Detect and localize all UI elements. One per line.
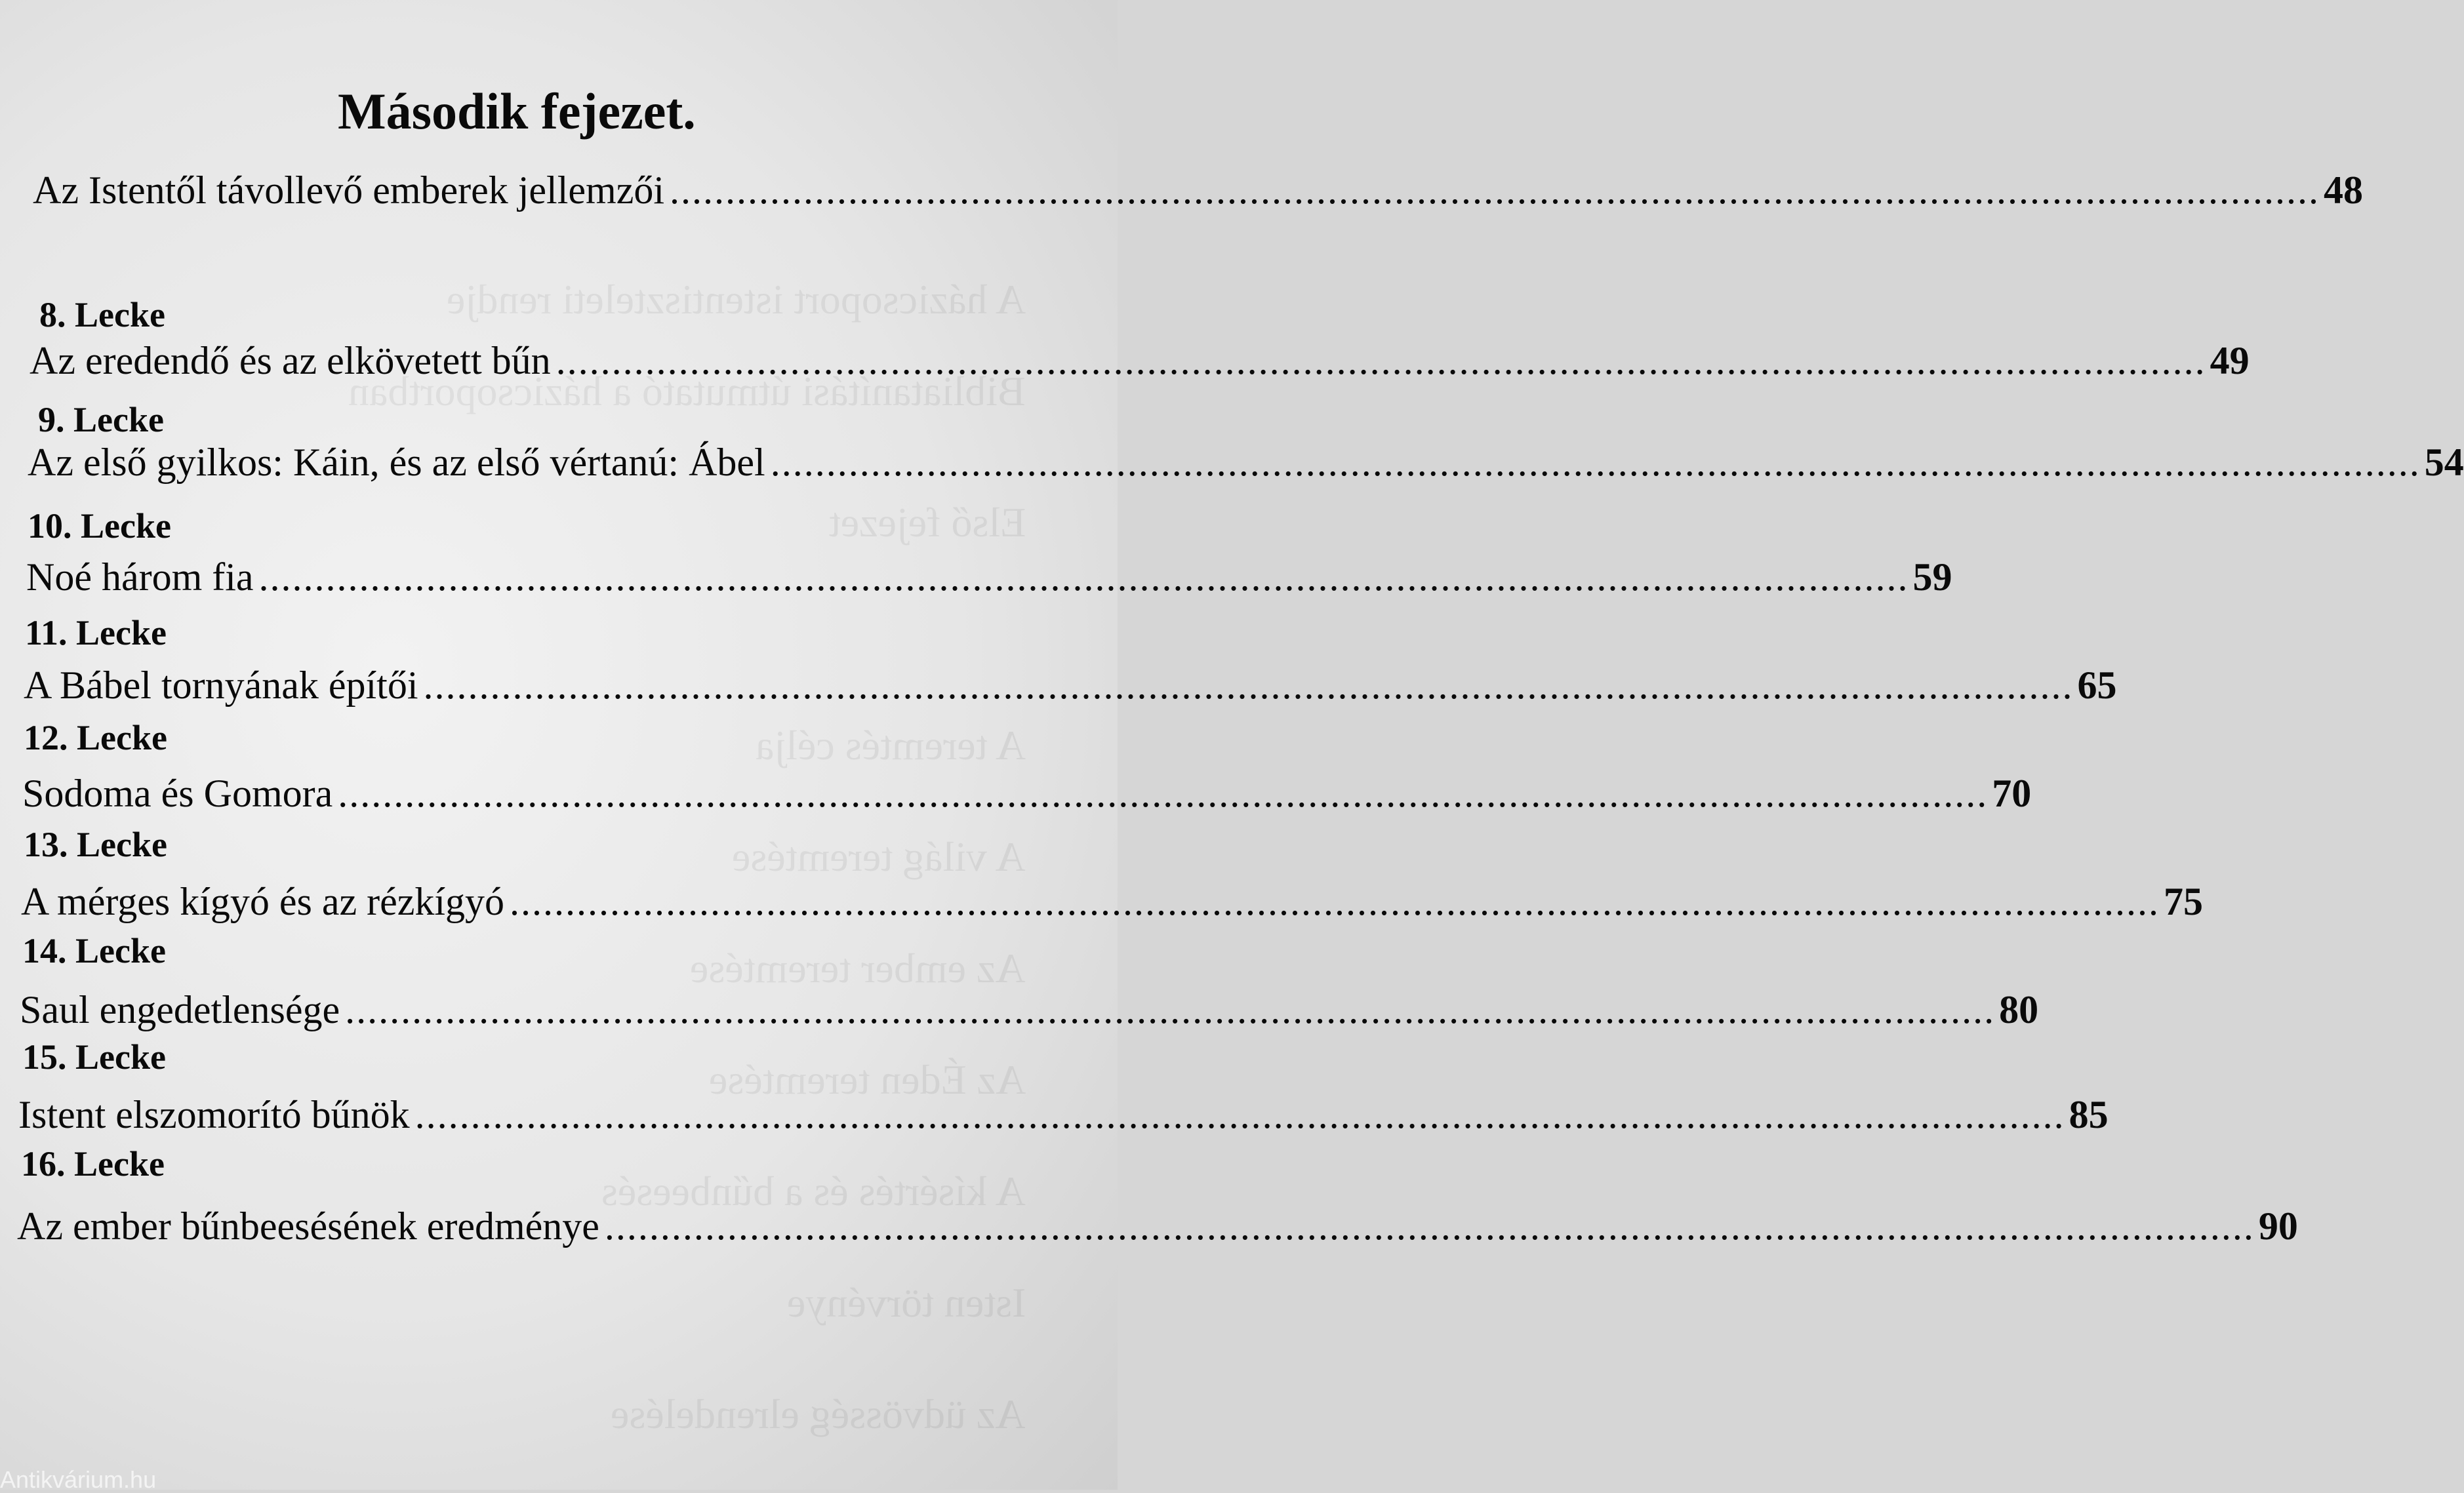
toc-line xyxy=(17,1197,2298,1256)
dot-leader: .................................................................................................................................................... xyxy=(345,988,1996,1031)
toc-entry xyxy=(0,872,2204,931)
toc-line xyxy=(26,547,1952,607)
lesson-heading: 16. Lecke xyxy=(21,1144,165,1184)
toc-entry xyxy=(0,1197,2298,1256)
entry-title: Istent elszomorító bűnök xyxy=(18,1093,410,1136)
entry-title: Az ember bűnbeesésének eredménye xyxy=(17,1204,599,1248)
page-number: 65 xyxy=(2077,664,2117,707)
page-number: 90 xyxy=(2258,1204,2298,1248)
toc-entry-intro xyxy=(0,161,2363,220)
page-number: 59 xyxy=(1912,555,1952,599)
entry-title: Az Istentől távollevő emberek jellemzői xyxy=(33,169,664,212)
lesson-heading: 8. Lecke xyxy=(39,295,165,334)
toc-line xyxy=(20,980,2039,1039)
page-number: 70 xyxy=(1992,772,2032,815)
chapter-title: Második fejezet. xyxy=(338,83,696,140)
dot-leader: .................................................................................................................................................... xyxy=(423,664,2074,707)
dot-leader: .................................................................................................................................................... xyxy=(338,772,1989,815)
page-number: 49 xyxy=(2210,339,2250,382)
entry-title: Noé három fia xyxy=(26,555,254,599)
entry-title: Az eredendő és az elkövetett bűn xyxy=(30,339,551,382)
toc-entry xyxy=(0,764,2032,823)
toc-entry xyxy=(0,547,1952,607)
page-number: 75 xyxy=(2164,880,2204,923)
toc-entry xyxy=(0,1085,2109,1144)
lesson-heading: 14. Lecke xyxy=(22,931,166,970)
toc-entry xyxy=(0,980,2039,1039)
lesson-heading: 13. Lecke xyxy=(24,825,167,864)
dot-leader: .................................................................................................................................................... xyxy=(510,880,2160,923)
dot-leader: .................................................................................................................................................... xyxy=(414,1093,2065,1136)
entry-title: Sodoma és Gomora xyxy=(22,772,333,815)
page-number: 80 xyxy=(1999,988,2039,1031)
page-number: 48 xyxy=(2324,169,2363,212)
page-number: 54 xyxy=(2424,441,2464,484)
entry-title: Az első gyilkos: Káin, és az első vértanú: Ábel xyxy=(28,441,765,484)
toc-line xyxy=(21,872,2204,931)
lesson-heading: 10. Lecke xyxy=(28,506,171,546)
lesson-heading: 11. Lecke xyxy=(25,613,167,652)
dot-leader: .................................................................................................................................................... xyxy=(670,169,2320,212)
dot-leader: .................................................................................................................................................... xyxy=(770,441,2421,484)
dot-leader: .................................................................................................................................................... xyxy=(258,555,1909,599)
dot-leader: .................................................................................................................................................... xyxy=(555,339,2206,382)
toc-line xyxy=(30,331,2250,390)
entry-title: Saul engedetlensége xyxy=(20,988,340,1031)
toc-line xyxy=(18,1085,2109,1144)
toc-line xyxy=(33,161,2363,220)
toc-line xyxy=(28,433,2464,492)
lesson-heading: 15. Lecke xyxy=(22,1037,166,1077)
bleed-through-text: A házicsoport istentiszteleti rendje Bibliatanítási útmutató a házicsoportban Első fejezet A teremtés célja A világ teremtése Az ember teremtése Az Éden teremtése A kísértés és a bűnbeesés Isten törvénye Az üdvösség elrendelése xyxy=(348,276,1026,1437)
toc-line xyxy=(22,764,2032,823)
lesson-heading: 9. Lecke xyxy=(38,400,164,439)
toc-entry xyxy=(0,656,2117,715)
toc-line xyxy=(24,656,2117,715)
watermark: Antikvárium.hu xyxy=(0,1466,157,1493)
toc-entry xyxy=(0,433,2464,492)
entry-title: A mérges kígyó és az rézkígyó xyxy=(21,880,505,923)
entry-title: A Bábel tornyának építői xyxy=(24,664,418,707)
lesson-heading: 12. Lecke xyxy=(24,718,167,757)
page-number: 85 xyxy=(2069,1093,2109,1136)
dot-leader: .................................................................................................................................................... xyxy=(604,1204,2255,1248)
toc-entry xyxy=(0,331,2250,390)
